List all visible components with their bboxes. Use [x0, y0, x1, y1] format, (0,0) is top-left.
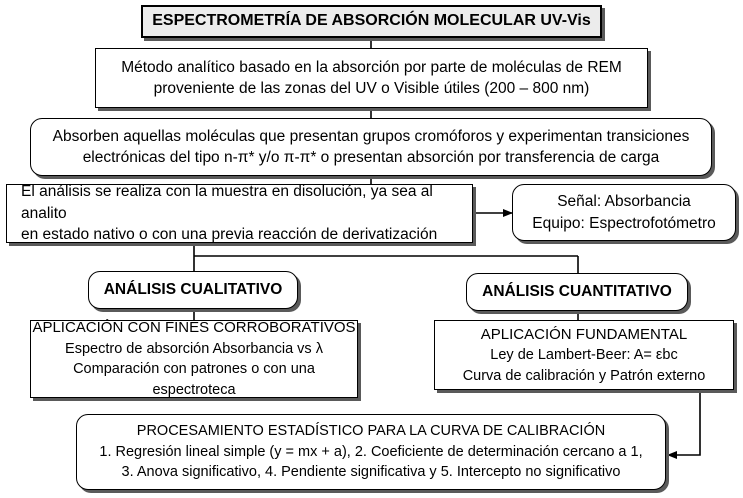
absorb-line-1: Absorben aquellas moléculas que presentan grupos cromóforos y experimentan transiciones [52, 127, 690, 145]
quantitative-application-box [434, 320, 734, 390]
quantitative-line-2: Ley de Lambert-Beer: A= εbc [490, 347, 678, 364]
analysis-conditions-box [6, 184, 473, 243]
qualitative-heading: ANÁLISIS CUALITATIVO [103, 281, 283, 299]
statistics-line-1: PROCESAMIENTO ESTADÍSTICO PARA LA CURVA DE CALIBRACIÓN [136, 423, 606, 440]
qualitative-application-box [30, 320, 358, 398]
absorb-line-2: electrónicas del tipo n-π* y/o π-π* o presentan absorción por transferencia de carga [82, 149, 660, 166]
method-line-2: proveniente de las zonas del UV o Visible útiles (200 – 800 nm) [153, 80, 590, 97]
qualitative-heading-box [88, 271, 298, 309]
signal-line: Señal: Absorbancia [557, 193, 691, 211]
quantitative-heading: ANÁLISIS CUANTITATIVO [482, 283, 672, 301]
qualitative-line-3: Comparación con patrones o con una espectroteca [73, 361, 315, 398]
diagram-title-box [141, 5, 602, 38]
arrow-quant-to-statistics [668, 390, 700, 455]
statistics-line-3: 3. Anova significativo, 4. Pendiente significativa y 5. Intercepto no significativo [121, 464, 621, 481]
quantitative-line-1: APLICACIÓN FUNDAMENTAL [480, 325, 688, 343]
statistics-line-2: 1. Regresión lineal simple (y = mx + a), 2. Coeficiente de determinación cercano a 1, [99, 443, 643, 460]
diagram-title: ESPECTROMETRÍA DE ABSORCIÓN MOLECULAR UV-Vis [152, 12, 591, 30]
quantitative-line-3: Curva de calibración y Patrón externo [462, 367, 706, 384]
qualitative-line-2: Espectro de absorción Absorbancia vs λ [65, 340, 323, 357]
qualitative-line-1: APLICACIÓN CON FINES CORROBORATIVOS [32, 319, 356, 337]
signal-equipment-box [512, 184, 736, 241]
method-line-1: Método analítico basado en la absorción por parte de moléculas de REM [121, 58, 622, 76]
quantitative-heading-box [466, 273, 688, 311]
analysis-line-1: El análisis se realiza con la muestra en disolución, ya sea al analito [21, 183, 433, 222]
equipment-line: Equipo: Espectrofotómetro [532, 214, 716, 232]
analysis-line-2: en estado nativo o con una previa reacción de derivatización [21, 226, 438, 244]
method-description-box [95, 48, 648, 108]
absorbing-molecules-box [30, 118, 712, 176]
statistical-processing-box [76, 414, 666, 490]
